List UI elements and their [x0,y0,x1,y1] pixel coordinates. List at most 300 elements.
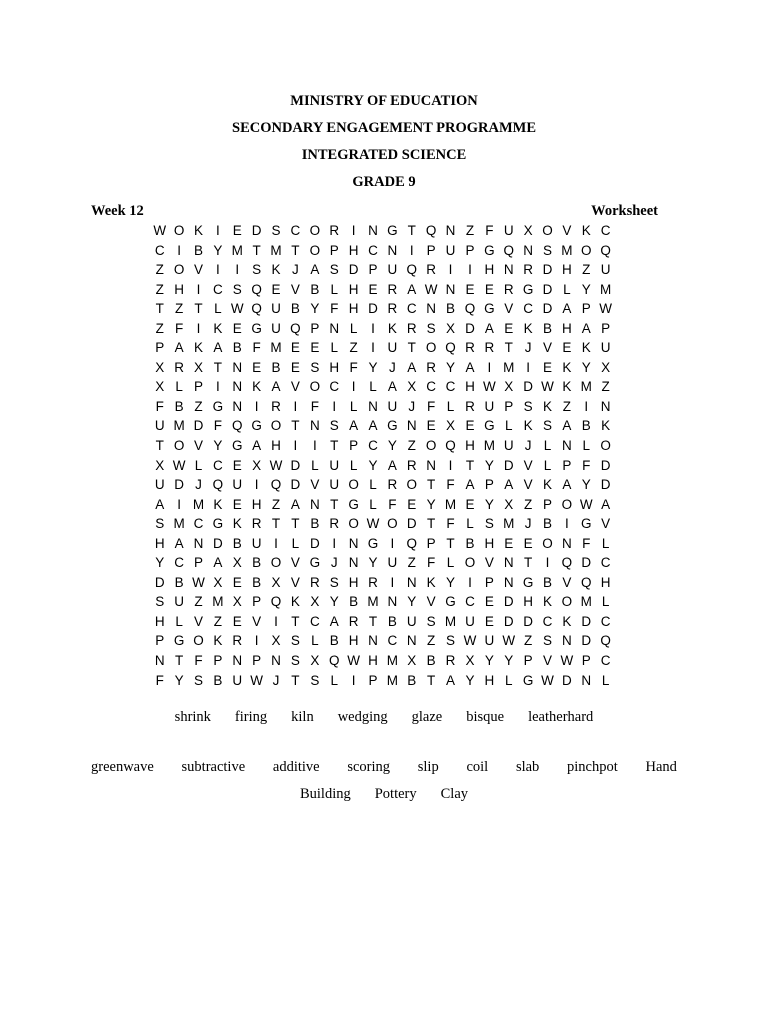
grid-letter: I [293,438,298,454]
grid-letter: X [155,379,165,395]
grid-letter: I [351,672,356,688]
grid-letter: N [387,594,398,610]
grid-letter: Y [329,594,339,610]
grid-row [150,358,615,378]
grid-letter: X [504,379,514,395]
grid-letter: C [174,555,184,571]
grid-letter: P [310,320,320,336]
grid-letter: R [348,613,359,629]
grid-letter: N [368,223,378,238]
grid-letter: Y [465,672,475,688]
grid-letter: L [175,379,183,395]
grid-letter: H [484,535,495,551]
grid-letter: Y [213,438,223,454]
grid-letter: L [601,535,610,551]
grid-letter: P [193,555,203,571]
grid-letter: T [407,223,416,238]
grid-letter: Q [232,418,243,434]
grid-letter: F [194,653,203,669]
grid-letter: M [600,281,612,297]
grid-letter: F [310,398,319,414]
grid-letter: H [465,379,475,395]
grid-letter: M [270,340,282,356]
grid-letter: A [484,320,494,336]
grid-letter: X [407,653,417,669]
grid-letter: D [503,457,514,473]
grid-letter: A [387,457,397,473]
grid-letter: N [503,262,514,278]
grid-letter: K [271,262,281,278]
grid-letter: B [174,398,184,414]
grid-row [150,221,615,241]
grid-letter: I [196,320,201,336]
grid-letter: D [348,262,359,278]
word-bank-item: glaze [411,709,443,725]
grid-letter: S [484,516,494,532]
grid-letter: H [600,574,611,590]
grid-letter: H [523,594,533,610]
grid-letter: S [290,633,300,649]
grid-letter: K [562,359,572,375]
grid-letter: Z [407,555,416,571]
grid-letter: X [601,359,611,375]
grid-letter: T [330,496,339,512]
grid-letter: S [543,418,553,434]
grid-letter: T [291,613,300,629]
grid-letter: Z [465,223,475,238]
grid-letter: C [290,223,301,238]
grid-letter: Y [446,574,456,590]
grid-letter: N [271,653,281,669]
grid-letter: D [368,301,378,317]
grid-letter: E [504,535,514,551]
grid-letter: B [329,633,339,649]
grid-letter: J [195,477,202,493]
grid-letter: O [406,477,418,493]
grid-letter: B [465,535,475,551]
grid-row [150,592,615,612]
grid-row [150,416,615,436]
word-bank-item: kiln [291,709,314,725]
grid-letter: S [155,594,165,610]
grid-letter: I [448,457,453,473]
grid-letter: U [232,477,243,493]
grid-letter: N [562,535,572,551]
grid-letter: V [523,457,533,473]
grid-letter: S [193,672,203,688]
grid-letter: Z [155,262,164,278]
word-bank-row-3 [0,786,768,803]
grid-letter: Y [310,301,320,317]
grid-letter: V [426,594,436,610]
word-bank-item: greenwave [91,759,154,775]
grid-letter: B [310,516,320,532]
grid-letter: L [369,379,377,395]
word-bank-item: coil [466,759,489,775]
grid-letter: I [274,613,278,629]
grid-letter: G [212,398,224,414]
grid-letter: O [309,379,321,395]
grid-letter: C [600,613,611,629]
grid-letter: Q [270,594,282,610]
grid-row [150,241,615,261]
grid-letter: D [581,555,592,571]
grid-letter: I [468,574,472,590]
grid-letter: C [387,633,398,649]
grid-letter: S [426,613,436,629]
grid-letter: Q [270,477,282,493]
grid-letter: C [154,242,165,258]
grid-letter: U [387,398,398,414]
grid-row [150,436,615,456]
grid-letter: T [271,516,281,532]
grid-letter: Y [484,653,494,669]
grid-letter: K [232,516,242,532]
grid-letter: S [310,359,320,375]
grid-letter: T [291,418,300,434]
grid-letter: Y [368,359,378,375]
grid-letter: Z [601,379,610,395]
grid-letter: Q [464,301,476,317]
grid-letter: F [427,398,436,414]
title-ministry: MINISTRY OF EDUCATION [290,93,478,109]
word-bank-item: additive [272,759,320,775]
grid-letter: E [368,281,378,297]
grid-letter: R [523,262,533,278]
grid-letter: A [562,301,572,317]
grid-letter: K [581,340,591,356]
grid-letter: Q [406,535,418,551]
grid-letter: E [562,340,572,356]
grid-letter: F [388,496,397,512]
grid-letter: O [464,555,476,571]
word-search-grid [150,221,615,690]
grid-letter: G [251,418,262,434]
grid-letter: P [155,340,165,356]
grid-letter: G [212,516,224,532]
grid-letter: Z [271,496,281,512]
grid-letter: C [329,379,340,395]
grid-letter: S [232,281,242,297]
grid-letter: T [446,535,455,551]
grid-letter: A [465,359,475,375]
grid-letter: P [368,672,378,688]
grid-letter: V [193,613,203,629]
grid-letter: N [193,535,204,551]
grid-letter: T [155,438,164,454]
grid-letter: Y [213,242,223,258]
grid-row [150,573,615,593]
worksheet-label: Worksheet [591,203,658,219]
grid-letter: E [290,359,300,375]
grid-letter: N [232,398,243,414]
grid-letter: A [310,262,320,278]
grid-letter: O [561,496,573,512]
grid-letter: T [465,457,475,473]
grid-letter: K [562,379,572,395]
grid-letter: P [581,653,591,669]
grid-letter: N [503,574,514,590]
grid-letter: L [369,496,377,512]
grid-letter: R [426,262,437,278]
grid-letter: O [348,477,359,493]
grid-letter: S [446,633,456,649]
grid-letter: L [349,398,358,414]
grid-letter: D [503,594,514,610]
grid-letter: N [368,633,378,649]
grid-letter: V [310,477,320,493]
grid-letter: P [349,438,359,454]
grid-letter: F [582,457,591,473]
grid-letter: D [193,418,204,434]
grid-letter: F [582,535,591,551]
grid-letter: A [271,379,281,395]
grid-letter: P [601,320,611,336]
grid-letter: M [503,516,515,532]
grid-letter: F [252,340,261,356]
grid-letter: M [503,359,515,375]
grid-letter: V [543,653,553,669]
grid-letter: N [232,653,243,669]
grid-letter: N [426,457,437,473]
grid-letter: G [484,418,495,434]
word-bank-item: slip [417,759,439,775]
word-bank-item: scoring [347,759,391,775]
grid-letter: I [215,379,220,395]
grid-letter: A [407,359,417,375]
grid-letter: I [390,535,395,551]
grid-row [150,534,615,554]
grid-letter: U [251,535,262,551]
grid-letter: B [581,418,591,434]
grid-letter: W [541,379,554,395]
grid-letter: W [269,457,283,473]
grid-letter: O [561,594,573,610]
grid-letter: H [329,359,340,375]
week-label: Week 12 [91,203,144,219]
grid-letter: K [290,594,300,610]
word-bank-item: pinchpot [567,759,618,775]
grid-letter: V [523,477,533,493]
grid-letter: G [251,320,262,336]
grid-letter: U [271,301,281,317]
grid-letter: L [349,320,358,336]
word-bank-row-1 [0,709,768,726]
grid-letter: W [560,653,574,669]
grid-letter: P [252,653,262,669]
grid-letter: E [465,281,475,297]
grid-letter: A [213,340,223,356]
grid-letter: N [309,496,320,512]
grid-letter: Z [155,281,164,297]
grid-letter: P [193,379,203,395]
grid-letter: O [348,516,359,532]
grid-letter: D [542,301,553,317]
grid-letter: Q [503,242,514,258]
grid-letter: H [271,438,281,454]
grid-letter: X [446,418,456,434]
grid-letter: P [504,398,514,414]
grid-letter: A [252,438,262,454]
grid-letter: Q [251,281,262,297]
grid-letter: H [348,301,359,317]
grid-letter: R [406,320,417,336]
grid-letter: P [562,457,572,473]
grid-row [150,338,615,358]
grid-row [150,495,615,515]
grid-letter: X [155,359,165,375]
grid-row [150,475,615,495]
grid-letter: L [543,438,552,454]
word-bank-item: subtractive [181,759,246,775]
word-bank-row-2 [91,759,677,776]
grid-letter: K [213,633,223,649]
grid-letter: A [446,672,456,688]
grid-letter: X [232,555,242,571]
grid-letter: E [290,340,300,356]
grid-letter: N [154,653,165,669]
grid-letter: U [600,262,611,278]
grid-letter: J [524,340,532,356]
grid-letter: Y [368,555,378,571]
grid-letter: H [484,262,495,278]
grid-letter: N [406,633,417,649]
grid-letter: A [349,418,359,434]
word-bank-item: bisque [466,709,505,725]
grid-letter: Q [445,340,456,356]
grid-letter: L [601,672,610,688]
grid-letter: J [292,262,299,278]
grid-letter: C [600,653,611,669]
grid-letter: M [580,594,592,610]
grid-letter: W [463,633,477,649]
grid-letter: S [523,398,533,414]
grid-letter: N [368,398,378,414]
grid-letter: X [232,594,242,610]
grid-letter: C [426,379,437,395]
grid-letter: Y [155,555,165,571]
grid-letter: A [290,496,300,512]
grid-letter: H [154,613,165,629]
grid-letter: L [349,457,358,473]
title-subject: INTEGRATED SCIENCE [301,147,467,163]
grid-letter: D [406,516,417,532]
grid-letter: C [445,379,456,395]
grid-letter: E [484,281,494,297]
grid-letter: B [407,672,417,688]
grid-letter: W [250,672,264,688]
grid-letter: X [407,379,417,395]
grid-letter: E [232,457,242,473]
grid-letter: V [484,555,494,571]
grid-letter: K [193,223,203,238]
grid-letter: V [290,281,300,297]
grid-letter: I [332,535,337,551]
grid-letter: Y [484,496,494,512]
grid-letter: L [311,633,319,649]
grid-letter: J [272,672,280,688]
grid-letter: V [193,262,203,278]
grid-letter: W [502,633,516,649]
grid-letter: I [351,379,356,395]
grid-letter: S [543,242,553,258]
grid-letter: X [193,359,203,375]
grid-letter: U [387,555,398,571]
grid-letter: R [387,301,398,317]
grid-letter: B [543,574,553,590]
grid-row [150,397,615,417]
grid-letter: O [581,242,592,258]
grid-letter: I [254,398,259,414]
grid-letter: Y [446,359,456,375]
grid-letter: Q [328,653,340,669]
grid-letter: D [600,477,611,493]
grid-letter: J [389,359,396,375]
grid-letter: M [173,516,185,532]
grid-letter: D [542,262,553,278]
grid-letter: I [565,516,569,532]
grid-letter: C [309,613,320,629]
grid-letter: W [153,223,167,238]
grid-letter: J [524,438,532,454]
grid-letter: Z [523,633,533,649]
grid-letter: Z [174,301,184,317]
grid-letter: O [309,223,321,238]
word-bank-item: Pottery [374,786,417,802]
grid-letter: G [309,555,321,571]
grid-letter: R [484,340,495,356]
grid-letter: P [426,242,436,258]
grid-letter: Y [484,457,494,473]
grid-letter: I [545,555,550,571]
grid-letter: C [465,594,475,610]
grid-letter: G [522,281,534,297]
grid-letter: N [348,535,359,551]
word-bank-item: Hand [645,759,677,775]
grid-letter: E [407,496,417,512]
grid-letter: L [291,535,300,551]
grid-letter: S [290,653,300,669]
grid-letter: Z [194,594,203,610]
grid-letter: B [290,301,300,317]
grid-letter: S [426,320,436,336]
grid-letter: F [174,320,184,336]
grid-letter: P [329,242,339,258]
grid-letter: S [310,672,320,688]
grid-letter: L [504,418,513,434]
grid-letter: Y [368,457,378,473]
grid-letter: X [155,457,165,473]
grid-letter: Y [581,477,591,493]
grid-letter: S [329,418,339,434]
grid-letter: L [311,457,319,473]
grid-letter: V [290,574,300,590]
grid-letter: H [465,438,475,454]
grid-letter: Z [194,398,203,414]
grid-letter: C [368,438,378,454]
grid-letter: I [468,262,472,278]
grid-letter: T [291,242,300,258]
grid-letter: O [387,516,398,532]
grid-letter: A [601,496,611,512]
grid-letter: B [271,359,281,375]
grid-letter: F [155,398,164,414]
grid-letter: N [406,574,417,590]
grid-letter: G [581,516,592,532]
grid-letter: M [212,594,224,610]
grid-letter: S [543,633,553,649]
grid-letter: I [215,223,220,238]
